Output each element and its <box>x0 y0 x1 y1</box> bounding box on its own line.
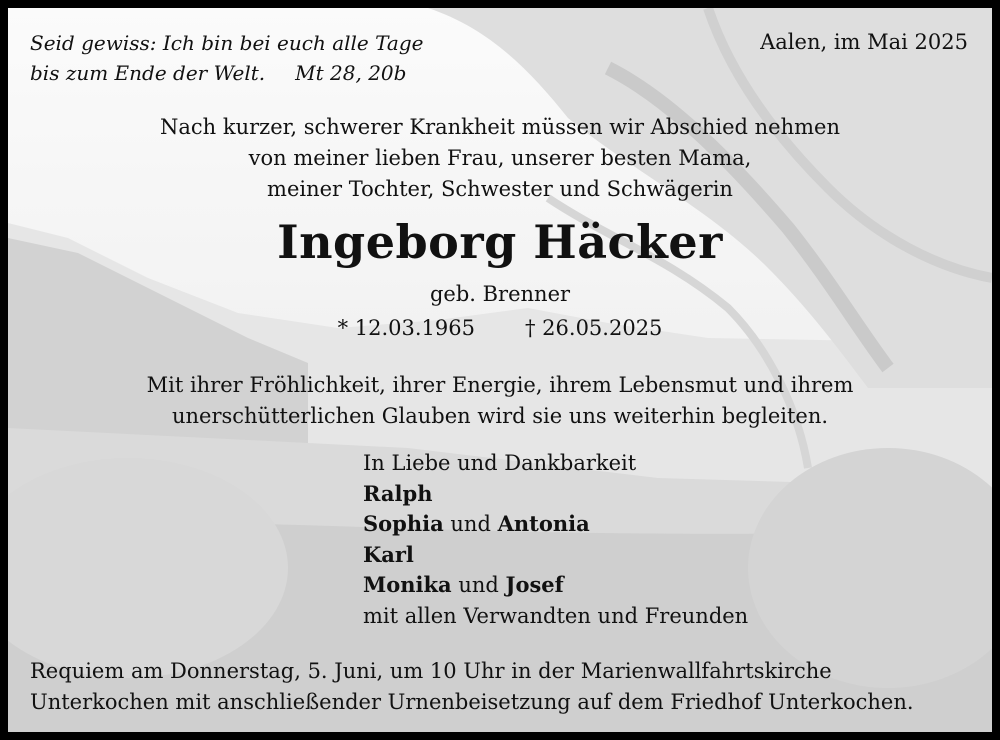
life-dates <box>8 314 992 342</box>
intro-line-1: Nach kurzer, schwerer Krankheit müssen wir Abschied nehmen <box>160 115 840 139</box>
mourner-row <box>363 509 748 540</box>
conjunction: und <box>450 512 491 536</box>
mourners-closing: mit allen Verwandten und Freunden <box>363 603 749 628</box>
mourner-name: Monika <box>363 572 452 597</box>
verse-line-1: Seid gewiss: Ich bin bei euch alle Tage <box>30 31 424 55</box>
tribute-text <box>8 370 992 432</box>
intro-text <box>8 112 992 205</box>
place-and-date: Aalen, im Mai 2025 <box>760 30 968 54</box>
mourner-name: Josef <box>505 572 564 597</box>
intro-line-2: von meiner lieben Frau, unserer besten Mama, <box>248 146 752 170</box>
mourner-row <box>363 540 748 571</box>
mourner-row <box>363 479 748 510</box>
verse-line-2 <box>30 58 423 88</box>
mourners-heading: In Liebe und Dankbarkeit <box>363 451 637 475</box>
mourner-name: Ralph <box>363 480 433 506</box>
tribute-line-1: Mit ihrer Fröhlichkeit, ihrer Energie, ihrem Lebensmut und ihrem <box>146 373 854 397</box>
death-date: † 26.05.2025 <box>525 316 663 340</box>
deceased-name: Ingeborg Häcker <box>277 215 723 269</box>
mourner-name: Antonia <box>497 511 590 536</box>
service-line-2: Unterkochen mit anschließender Urnenbeisetzung auf dem Friedhof Unterkochen. <box>30 690 914 714</box>
birth-name: geb. Brenner <box>429 282 571 306</box>
service-details <box>30 656 914 718</box>
intro-line-3: meiner Tochter, Schwester und Schwägerin <box>267 177 733 201</box>
birth-date: * 12.03.1965 <box>337 316 475 340</box>
mourner-name: Sophia <box>363 511 444 536</box>
mourner-name: Karl <box>363 541 414 567</box>
conjunction: und <box>458 573 499 597</box>
verse-reference: Mt 28, 20b <box>295 61 407 85</box>
bible-verse <box>30 28 423 88</box>
tribute-line-2: unerschütterlichen Glauben wird sie uns weiterhin begleiten. <box>171 404 829 428</box>
verse-line-2-text: bis zum Ende der Welt. <box>30 61 266 85</box>
mourner-row <box>363 570 748 601</box>
service-line-1: Requiem am Donnerstag, 5. Juni, um 10 Uhr in der Marienwallfahrtskirche <box>30 659 832 683</box>
mourners-list <box>363 448 748 631</box>
